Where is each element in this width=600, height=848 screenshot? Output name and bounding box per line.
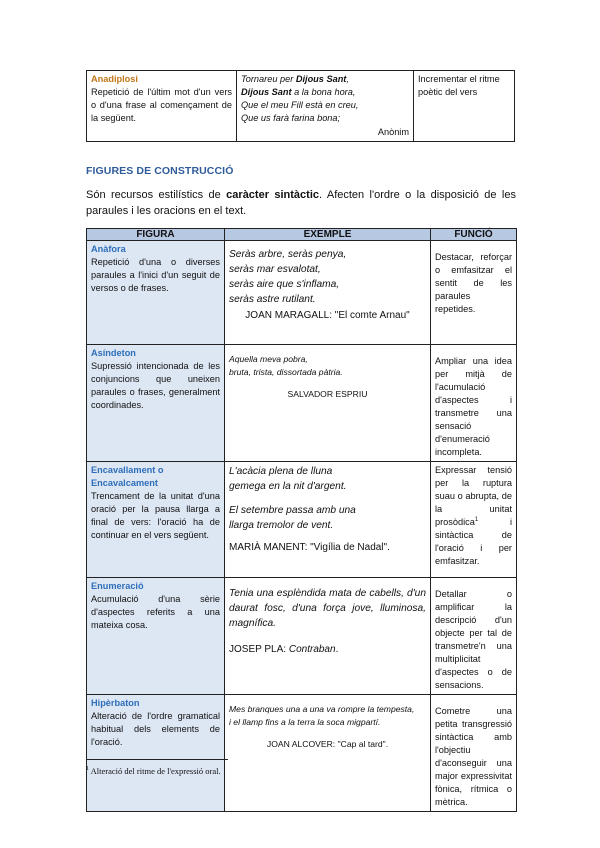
section-title: FIGURES DE CONSTRUCCIÓ	[86, 165, 234, 177]
figure-title: Asíndeton	[91, 348, 136, 358]
figure-definition: Repetició de l'últim mot d'un vers o d'una frase al començament de la següent.	[91, 87, 232, 123]
example-author: JOSEP PLA: Contraban.	[229, 644, 339, 655]
footnote-text: Alteració del ritme de l'expressió oral.	[89, 766, 221, 776]
function-text: Incrementar el ritme poètic del vers	[418, 74, 500, 97]
figure-definition: Alteració de l'ordre gramatical habitual dels elements de l'oració.	[91, 711, 220, 747]
figure-cell	[87, 578, 225, 695]
table-row	[87, 241, 517, 345]
figure-definition: Trencament de la unitat d'una oració per la pausa llarga a final de vers: l'oració ha de continuar en el vers següent.	[91, 491, 220, 540]
example-line: Dijous Sant a la bona hora,	[241, 87, 356, 97]
figure-cell	[87, 241, 225, 345]
anadiplosi-table	[86, 70, 515, 142]
example-cell	[225, 241, 431, 345]
example-cell	[225, 345, 431, 462]
figure-definition: Supressió intencionada de les conjuncions que uneixen paraules o frases, generalment coordinades.	[91, 361, 220, 410]
table-row	[87, 462, 517, 578]
function-text: Ampliar una idea per mitjà de l'acumulació d'aspectes i transmetre una sensació d'enumeració incompleta.	[435, 356, 512, 457]
example-author: JOAN ALCOVER: "Cap al tard".	[266, 739, 389, 749]
example-line: seràs mar esvalotat,	[229, 264, 321, 275]
function-cell	[414, 71, 515, 142]
footnote-ref: 1	[474, 516, 479, 523]
example-line: i el llamp fins a la terra la soca migpartí.	[229, 716, 381, 727]
figure-definition: Acumulació d'una sèrie d'aspectes referits a una mateixa cosa.	[91, 594, 220, 630]
example-line: seràs astre rutilant.	[229, 294, 316, 305]
example-cell	[225, 695, 431, 812]
figure-cell	[87, 345, 225, 462]
function-cell	[431, 241, 517, 345]
example-line: El setembre passa amb una	[229, 505, 356, 516]
table-row	[87, 345, 517, 462]
column-header-example: EXEMPLE	[225, 229, 431, 241]
table-row	[87, 578, 517, 695]
figure-cell	[87, 462, 225, 578]
table-row	[87, 71, 515, 142]
example-line: Aquella meva pobra,	[229, 354, 308, 364]
function-cell	[431, 345, 517, 462]
example-line: Que us farà farina bona;	[241, 113, 341, 123]
example-cell	[225, 462, 431, 578]
figure-title: Hipèrbaton	[91, 698, 140, 708]
table-row	[87, 695, 517, 812]
example-text: Tenia una esplèndida mata de cabells, d'un daurat fosc, d'una força jove, lluminosa, magnífica.	[229, 588, 426, 629]
footnote-divider	[86, 759, 228, 760]
section-intro: Són recursos estilístics de caràcter sintàctic. Afecten l'ordre o la disposició de les paraules i les oracions en el text.	[86, 189, 516, 217]
example-author: Anònim	[377, 127, 409, 137]
function-text: Destacar, reforçar o emfasitzar el sentit de les paraules repetides.	[435, 252, 512, 314]
example-line: gemega en la nit d'argent.	[229, 481, 347, 492]
function-cell	[431, 578, 517, 695]
function-text: Expressar tensió per la ruptura suau o abrupta, de la unitat prosòdica$^1$ i sintàctica de l'oració i per emfasitzar.	[435, 465, 512, 566]
footnote-marker: 1	[86, 766, 89, 773]
example-cell	[237, 71, 414, 142]
column-header-figure: FIGURA	[87, 229, 225, 241]
footnote	[86, 766, 221, 776]
example-line: Seràs arbre, seràs penya,	[229, 249, 347, 260]
figure-definition: Repetició d'una o diverses paraules a l'inici d'un seguit de versos o de frases.	[91, 257, 220, 293]
figure-title: Anadiplosi	[91, 74, 138, 84]
example-line: bruta, trista, dissortada pàtria.	[229, 366, 343, 377]
function-cell	[431, 462, 517, 578]
example-line: Que el meu Fill està en creu,	[241, 100, 359, 110]
example-line: Tornareu per Dijous Sant,	[241, 74, 349, 84]
example-line: Mes branques una a una va rompre la tempesta,	[229, 704, 415, 714]
example-author: JOAN MARAGALL: "El comte Arnau"	[245, 310, 410, 321]
example-line: L'acàcia plena de lluna	[229, 466, 333, 477]
example-author: SALVADOR ESPRIU	[287, 389, 368, 399]
figure-title: Encavallament o Encavalcament	[91, 465, 164, 488]
figure-title: Enumeració	[91, 581, 144, 591]
example-author: MARIÀ MANENT: "Vigília de Nadal".	[229, 542, 390, 553]
example-line: seràs aire que s'inflama,	[229, 279, 340, 290]
figure-cell	[87, 695, 225, 812]
function-text: Cometre una petita transgressió sintàctica amb l'objectiu d'aconseguir una major expressivitat fònica, rítmica o mètrica.	[435, 706, 512, 807]
example-cell	[225, 578, 431, 695]
function-text: Detallar o amplificar la descripció d'un objecte per tal de transmetre'n una multiplicitat d'aspectes o de sensacions.	[435, 589, 512, 690]
column-header-function: FUNCIÓ	[431, 229, 517, 241]
figure-cell	[87, 71, 237, 142]
figures-table	[86, 228, 517, 812]
figure-title: Anàfora	[91, 244, 126, 254]
table-header-row	[87, 229, 517, 241]
function-cell	[431, 695, 517, 812]
example-line: llarga tremolor de vent.	[229, 520, 334, 531]
